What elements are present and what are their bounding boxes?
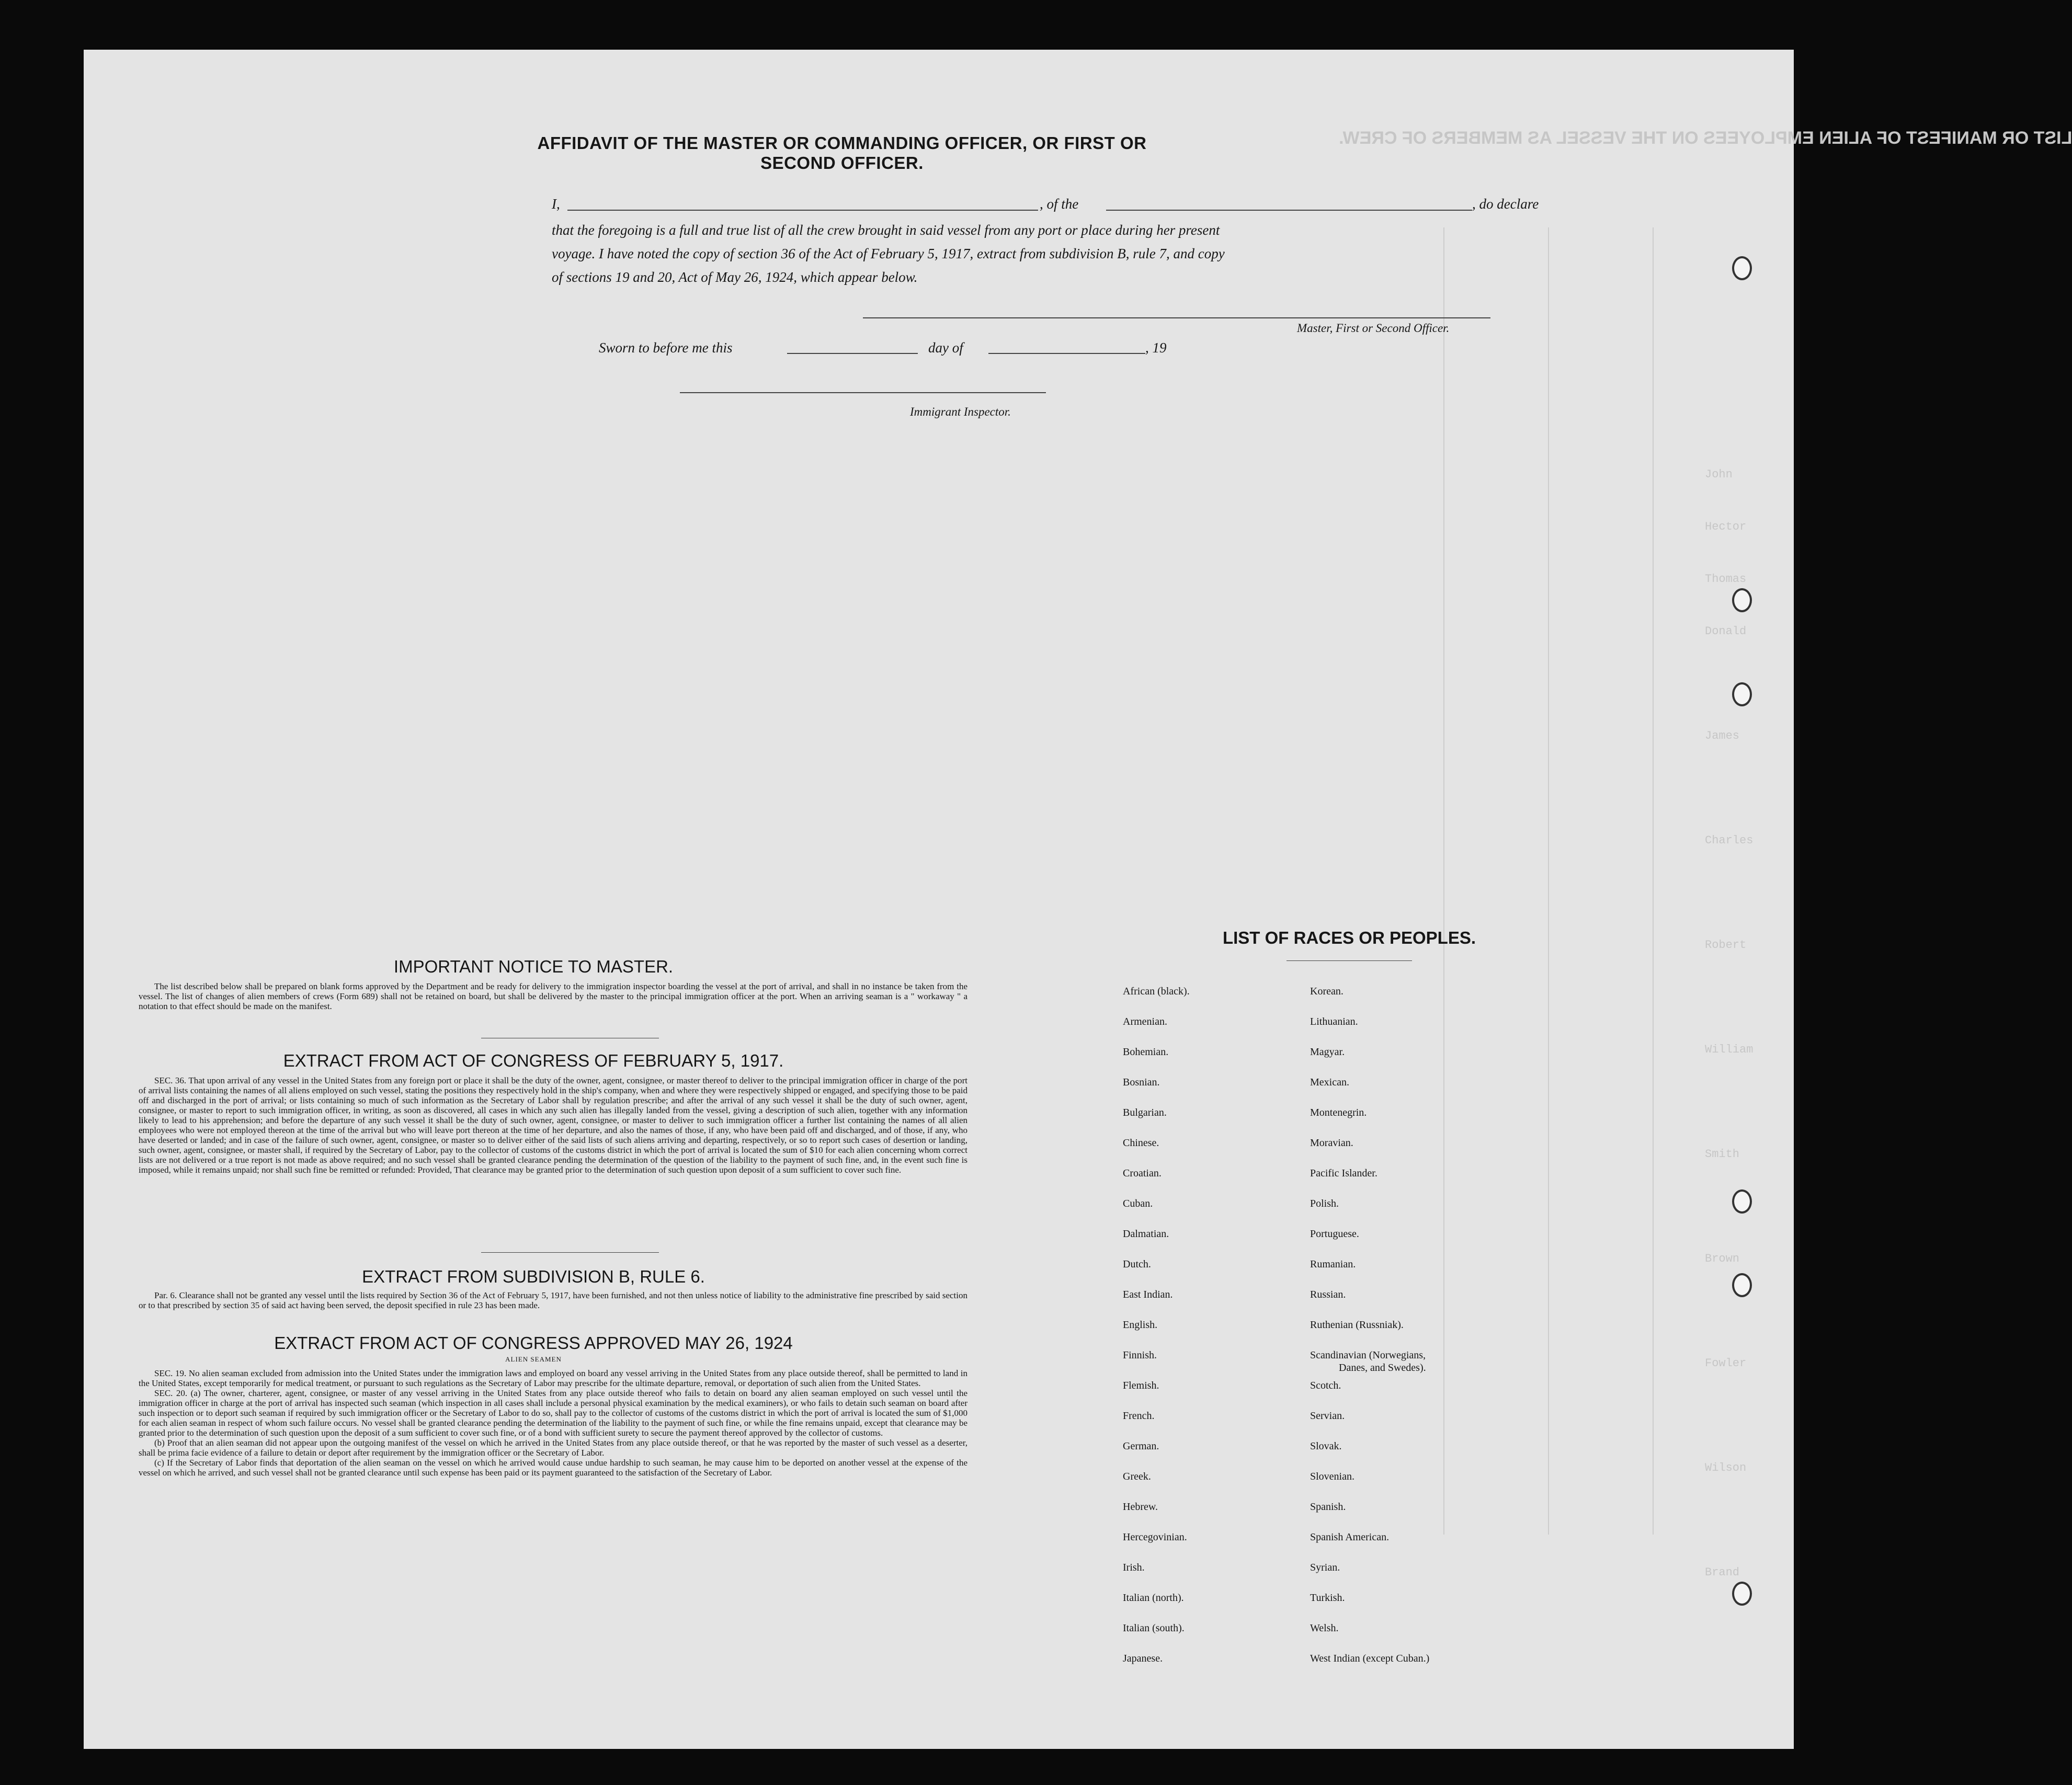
affidavit-text-line: voyage. I have noted the copy of section 36 of the Act of February 5, 1917, extract from subdivision B, rule 7, and copy [552, 246, 1225, 261]
affidavit-text-line: of sections 19 and 20, Act of May 26, 1924, which appear below. [552, 269, 918, 285]
race-item: Rumanian. [1310, 1258, 1356, 1270]
race-item: Turkish. [1310, 1592, 1345, 1604]
punch-hole [1732, 1582, 1752, 1606]
punch-hole [1732, 256, 1752, 280]
race-item: Scandinavian (Norwegians, [1310, 1349, 1426, 1361]
race-item: Servian. [1310, 1410, 1345, 1422]
notice-title: IMPORTANT NOTICE TO MASTER. [393, 957, 674, 976]
punch-hole [1732, 1189, 1752, 1214]
race-item: Montenegrin. [1310, 1107, 1367, 1118]
sec-20b-text: (b) Proof that an alien seaman did not appear upon the outgoing manifest of the vessel on which he arrived in the United States from any place outside thereof, or that he was reported by the master of such vessel as a deserter, shall be prima facie evidence of a failure to detain or deport after requirement by the immigration officer or the Secretary of Labor. [139, 1438, 967, 1458]
sec-19-text: SEC. 19. No alien seaman excluded from admission into the United States under the immigration laws and employed on board any vessel arriving in the United States from any place outside thereof, shall be permitted to land in the United States, except temporarily for medical treatment, or pursuant to such regulations as the Secretary of Labor may prescribe for the ultimate departure, removal, or deportation of such alien from the United States. [139, 1368, 967, 1388]
extract-1924-body [139, 1368, 967, 1478]
race-item: Flemish. [1123, 1380, 1159, 1391]
race-item: Japanese. [1123, 1653, 1163, 1664]
race-item: Bosnian. [1123, 1077, 1160, 1088]
race-item: Croatian. [1123, 1168, 1162, 1179]
punch-hole [1732, 1273, 1752, 1297]
race-item: African (black). [1123, 986, 1190, 997]
race-item: Slovenian. [1310, 1471, 1354, 1482]
inspector-signature-label: Immigrant Inspector. [910, 405, 1011, 418]
divider [481, 1252, 659, 1253]
declarant-name-blank[interactable] [567, 210, 1038, 211]
sec-20c-text: (c) If the Secretary of Labor finds that deportation of the alien seaman on the vessel on which he arrived would cause undue hardship to such seaman, he may cause him to be deported on another vessel at the expense of the vessel on which he arrived, and such vessel shall not be granted clearance until such expense has been paid or its payment guaranteed to the satisfaction of the Secretary of Labor. [139, 1458, 967, 1478]
race-item: English. [1123, 1319, 1158, 1331]
race-item: Irish. [1123, 1562, 1145, 1573]
race-item: Portuguese. [1310, 1228, 1359, 1240]
race-item: Dutch. [1123, 1258, 1151, 1270]
race-item: Welsh. [1310, 1622, 1339, 1634]
race-item: Italian (south). [1123, 1622, 1185, 1634]
race-item: Syrian. [1310, 1562, 1340, 1573]
vessel-name-blank[interactable] [1106, 210, 1472, 211]
notice-text: The list described below shall be prepared on blank forms approved by the Department and be ready for delivery to the immigration inspector boarding the vessel at the port of arrival, and shall in no instance be taken from the vessel. The list of changes of alien members of crews (Form 689) shall not be retained on board, but shall be delivered by the master to the principal immigration officer at the port. When an arriving seaman is a " workaway " a notation to that effect should be made on the manifest. [139, 981, 967, 1011]
extract-rule6-body [139, 1290, 967, 1310]
year-prefix-label: , 19 [1145, 340, 1167, 356]
race-item: Korean. [1310, 986, 1344, 997]
race-item: East Indian. [1123, 1289, 1173, 1300]
extract-1917-title: EXTRACT FROM ACT OF CONGRESS OF FEBRUARY 5, 1917. [283, 1051, 784, 1070]
race-item: Russian. [1310, 1289, 1346, 1300]
race-item: Dalmatian. [1123, 1228, 1169, 1240]
race-item: Moravian. [1310, 1137, 1353, 1149]
day-of-label: day of [928, 340, 963, 356]
race-item: Pacific Islander. [1310, 1168, 1377, 1179]
notice-body [139, 981, 967, 1011]
extract-1917-body [139, 1075, 967, 1175]
affidavit-of-the-label: , of the [1040, 196, 1079, 212]
race-item: Greek. [1123, 1471, 1151, 1482]
affidavit-declarant-label: I, [552, 196, 560, 212]
sec-36-text: SEC. 36. That upon arrival of any vessel in the United States from any foreign port or place it shall be the duty of the owner, agent, consignee, or master thereof to deliver to the principal immigration officer in charge of the port of arrival lists containing the names of all aliens employed on such vessel, stating the positions they respectively hold in the ship's company, when and where they were respectively shipped or engaged, and specifying those to be paid off and discharged in the port of arrival; or lists containing so much of such information as the Secretary of Labor shall by regulation prescribe; and after the arrival of any such vessel it shall be the duty of such owner, agent, consignee, or master to report to such immigration officer, in writing, as soon as discovered, all cases in which any such alien has illegally landed from the vessel, giving a description of such alien, together with any information likely to lead to his apprehension; and before the departure of any such vessel it shall be the duty of such owner, agent, consignee, or master to deliver to such immigration officer a further list containing the names of all alien employees who were not employed thereon at the time of the arrival but who will leave port thereon at the time of her departure, and also the names of those, if any, who have been paid off and discharged, and of those, if any, who have deserted or landed; and in case of the failure of such owner, agent, consignee, or master so to deliver either of the said lists of such aliens arriving and departing, respectively, or so to report such cases of desertion or landing, such owner, agent, consignee, or master shall, if required by the Secretary of Labor, pay to the collector of customs of the customs district in which the port of arrival is located the sum of $10 for each alien concerning whom correct lists are not delivered or a true report is not made as above required; and no such vessel shall be granted clearance pending the determination of the question of the liability to the payment of such fine, and, in the event such fine is imposed, while it remains unpaid; nor shall such fine be remitted or refunded: Provided, That clearance may be granted prior to the determination of such question upon deposit of a sum sufficient to cover such fine. [139, 1075, 967, 1175]
extract-1924-title: EXTRACT FROM ACT OF CONGRESS APPROVED MAY 26, 1924 [274, 1333, 793, 1353]
race-item: Slovak. [1310, 1440, 1342, 1452]
race-item: Chinese. [1123, 1137, 1159, 1149]
race-item: Mexican. [1310, 1077, 1349, 1088]
divider [1287, 960, 1412, 961]
race-item: French. [1123, 1410, 1155, 1422]
races-title: LIST OF RACES OR PEOPLES. [1222, 928, 1476, 947]
race-item: Bulgarian. [1123, 1107, 1167, 1118]
race-item: Cuban. [1123, 1198, 1153, 1209]
alien-seamen-subtitle: ALIEN SEAMEN [505, 1355, 562, 1363]
affidavit-declare-label: , do declare [1472, 196, 1539, 212]
affidavit-text-line: that the foregoing is a full and true list of all the crew brought in said vessel from any port or place during her present [552, 222, 1220, 238]
punch-hole [1732, 588, 1752, 612]
sec-20a-text: SEC. 20. (a) The owner, charterer, agent, consignee, or master of any vessel arriving in the United States from any place outside thereof who fails to detain on board any alien seaman employed on such vessel until the immigration officer in charge at the port of arrival has inspected such seaman (which inspection in all cases shall include a personal physical examination by the medical examiners), or who fails to detain such seaman on board after such inspection or to deport such seaman if required by such immigration officer or the Secretary of Labor to do so, shall pay to the collector of customs of the customs district in which the port of arrival is located the sum of $1,000 for each alien seaman in respect of whom such failure occurs. No vessel shall be granted clearance pending the determination of the liability to the payment of such fine, or while the fine remains unpaid, except that clearance may be granted prior to the determination of such question upon the deposit of a sum sufficient to cover such fine, or of a bond with sufficient surety to secure the payment thereof approved by the collector of customs. [139, 1388, 967, 1438]
master-signature-label: Master, First or Second Officer. [1297, 322, 1450, 335]
race-item: Polish. [1310, 1198, 1339, 1209]
race-item: West Indian (except Cuban.) [1310, 1653, 1430, 1664]
sworn-label: Sworn to before me this [599, 340, 733, 356]
affidavit-title: AFFIDAVIT OF THE MASTER OR COMMANDING OFFICER, OR FIRST OR SECOND OFFICER. [537, 133, 1147, 173]
race-item: Lithuanian. [1310, 1016, 1358, 1027]
inspector-signature-blank[interactable] [680, 392, 1046, 393]
document-page: LIST OR MANIFEST OF ALIEN EMPLOYEES ON THE VESSEL AS MEMBERS OF CREW. John Hector Thomas Donald James Charles Robert William Smith Brown Fowler Wilson Brand AFFIDAVIT OF THE MASTER OR COMMANDING OFFICER, OR FIRST OR SECOND OFFICER. I, , of the , do declare that the foregoing is a full and true list of all the crew brought in said vessel from any port or place during her present voyage. I have noted the copy of section 36 of the Act of February 5, 1917, extract from subdivision B, rule 7, and copy of sections 19 and 20, Act of May 26, 1924, which appear below. Master, First or Second Officer. Sworn to before me this day of , 19 Immigrant Inspector. IMPORTANT NOTICE TO MASTER. The list described below shall be prepared on blank forms approved by the Department and be ready for delivery to the immigration inspector boarding the vessel at the port of arrival, and shall in no instance be taken from the vessel. The list of changes of alien members of crews (Form 689) shall not be retained on board, but shall be delivered by the master to the principal immigration officer at the port. When an arriving seaman is a " workaway " a notation to that effect should be made on the manifest. EXTRACT FROM ACT OF CONGRESS OF FEBRUARY 5, 1917. SEC. 36. That upon arrival of any vessel in the United States from any foreign port or place it shall be the duty of the owner, agent, consignee, or master thereof to deliver to the principal immigration officer in charge of the port of arrival lists containing the names of all aliens employed on such vessel, stating the positions they respectively hold in the ship's company, when and where they were respectively shipped or engaged, and specifying those to be paid off and discharged in the port of arrival; or lists containing so much of such information as the Secretary of Labor shall by regulation prescribe; and after the arrival of any such vessel it shall be the duty of such owner, agent, consignee, or master to report to such immigration officer, in writing, as soon as discovered, all cases in which any such alien has illegally landed from the vessel, giving a description of such alien, together with any information likely to lead to his apprehension; and before the departure of any such vessel it shall be the duty of such owner, agent, consignee, or master to deliver to such immigration officer a further list containing the names of all alien employees who were not employed thereon at the time of the arrival but who will leave port thereon at the time of her departure, and also the names of those, if any, who have been paid off and discharged, and of those, if any, who have deserted or landed; and in case of the failure of such owner, agent, consignee, or master so to deliver either of the said lists of such aliens arriving and departing, respectively, or so to report such cases of desertion or landing, such owner, agent, consignee, or master shall, if required by the Secretary of Labor, pay to the collector of customs of the customs district in which the port of arrival is located the sum of $10 for each alien concerning whom correct lists are not delivered or a true report is not made as above required; and no such vessel shall be granted clearance pending the determination of the question of the liability to the payment of such fine, and, in the event such fine is imposed, while it remains unpaid; nor shall such fine be remitted or refunded: Provided, That clearance may be granted prior to the determination of such question upon deposit of a sum sufficient to cover such fine. EXTRACT FROM SUBDIVISION B, RULE 6. Par. 6. Clearance shall not be granted any vessel until the lists required by Section 36 of the Act of February 5, 1917, have been furnished, and not then unless notice of liability to the administrative fine prescribed by said section or to that prescribed by section 35 of said act having been served, the deposit specified in rule 23 has been made. EXTRACT FROM ACT OF CONGRESS APPROVED MAY 26, 1924 ALIEN SEAMEN SEC. 19. No alien seaman excluded from admission into the United States under the immigration laws and employed on board any vessel arriving in the United States from any place outside thereof, shall be permitted to land in the United States, except temporarily for medical treatment, or pursuant to such regulations as the Secretary of Labor may prescribe for the ultimate departure, removal, or deportation of such alien from the United States. SEC. 20. (a) The owner, charterer, agent, consignee, or master of any vessel arriving in the United States from any place outside thereof who fails to detain on board any alien seaman employed on such vessel until the immigration officer in charge at the port of arrival has inspected such seaman (which inspection in all cases shall include a personal physical examination by the medical examiners), or who fails to detain such seaman on board after such inspection or to deport such seaman if required by such immigration officer or the Secretary of Labor to do so, shall pay to the collector of customs of the customs district in which the port of arrival is located the sum of $1,000 for each alien seaman in respect of whom such failure occurs. No vessel shall be granted clearance pending the determination of the liability to the payment of such fine, or while the fine remains unpaid, except that clearance may be granted prior to the determination of such question upon the deposit of a sum sufficient to cover such fine, or of a bond with sufficient surety to secure the payment thereof approved by the collector of customs. (b) Proof that an alien seaman did not appear upon the outgoing manifest of the vessel on which he arrived in the United States from any place outside thereof, or that he was reported by the master of such vessel as a deserter, shall be prima facie evidence of a failure to detain or deport after requirement by the immigration officer or the Secretary of Labor. (c) If the Secretary of Labor finds that deportation of the alien seaman on the vessel on which he arrived would cause undue hardship to such seaman, he may cause him to be deported on another vessel at the expense of the vessel on which he arrived, and such vessel shall not be granted clearance until such expense has been paid or its payment guaranteed to the satisfaction of the Secretary of Labor. LIST OF RACES OR PEOPLES. African (black). Armenian. Bohemian. Bosnian. Bulgarian. Chinese. Croatian. Cuban. Dalmatian. Dutch. East Indian. English. Finnish. Flemish. French. German. Greek. Hebrew. Hercegovinian. Irish. Italian (north). Italian (south). Japanese. Korean. Lithuanian. Magyar. Mexican. Montenegrin. Moravian. Pacific Islander. Polish. Portuguese. Rumanian. Russian. Ruthenian (Russniak). Scandinavian (Norwegians, Danes, and Swedes). Scotch. Servian. Slovak. Slovenian. Spanish. Spanish American. Syrian. Turkish. Welsh. West Indian (except Cuban.) [84, 50, 1794, 1749]
race-item: Spanish. [1310, 1501, 1346, 1513]
master-signature-blank[interactable] [863, 317, 1490, 318]
race-item: Finnish. [1123, 1349, 1157, 1361]
race-item: Bohemian. [1123, 1046, 1169, 1058]
punch-hole [1732, 682, 1752, 706]
par-6-text: Par. 6. Clearance shall not be granted any vessel until the lists required by Section 36 of the Act of February 5, 1917, have been furnished, and not then unless notice of liability to the administrative fine prescribed by said section or to that prescribed by section 35 of said act having been served, the deposit specified in rule 23 has been made. [139, 1290, 967, 1310]
sworn-month-blank[interactable] [988, 353, 1145, 354]
race-item: Danes, and Swedes). [1339, 1362, 1426, 1374]
race-item: Armenian. [1123, 1016, 1167, 1027]
race-item: Scotch. [1310, 1380, 1341, 1391]
race-item: German. [1123, 1440, 1159, 1452]
race-item: Ruthenian (Russniak). [1310, 1319, 1404, 1331]
sworn-day-blank[interactable] [787, 353, 918, 354]
race-item: Hebrew. [1123, 1501, 1158, 1513]
race-item: Hercegovinian. [1123, 1531, 1187, 1543]
race-item: Spanish American. [1310, 1531, 1390, 1543]
race-item: Italian (north). [1123, 1592, 1184, 1604]
extract-rule6-title: EXTRACT FROM SUBDIVISION B, RULE 6. [362, 1267, 705, 1286]
race-item: Magyar. [1310, 1046, 1345, 1058]
